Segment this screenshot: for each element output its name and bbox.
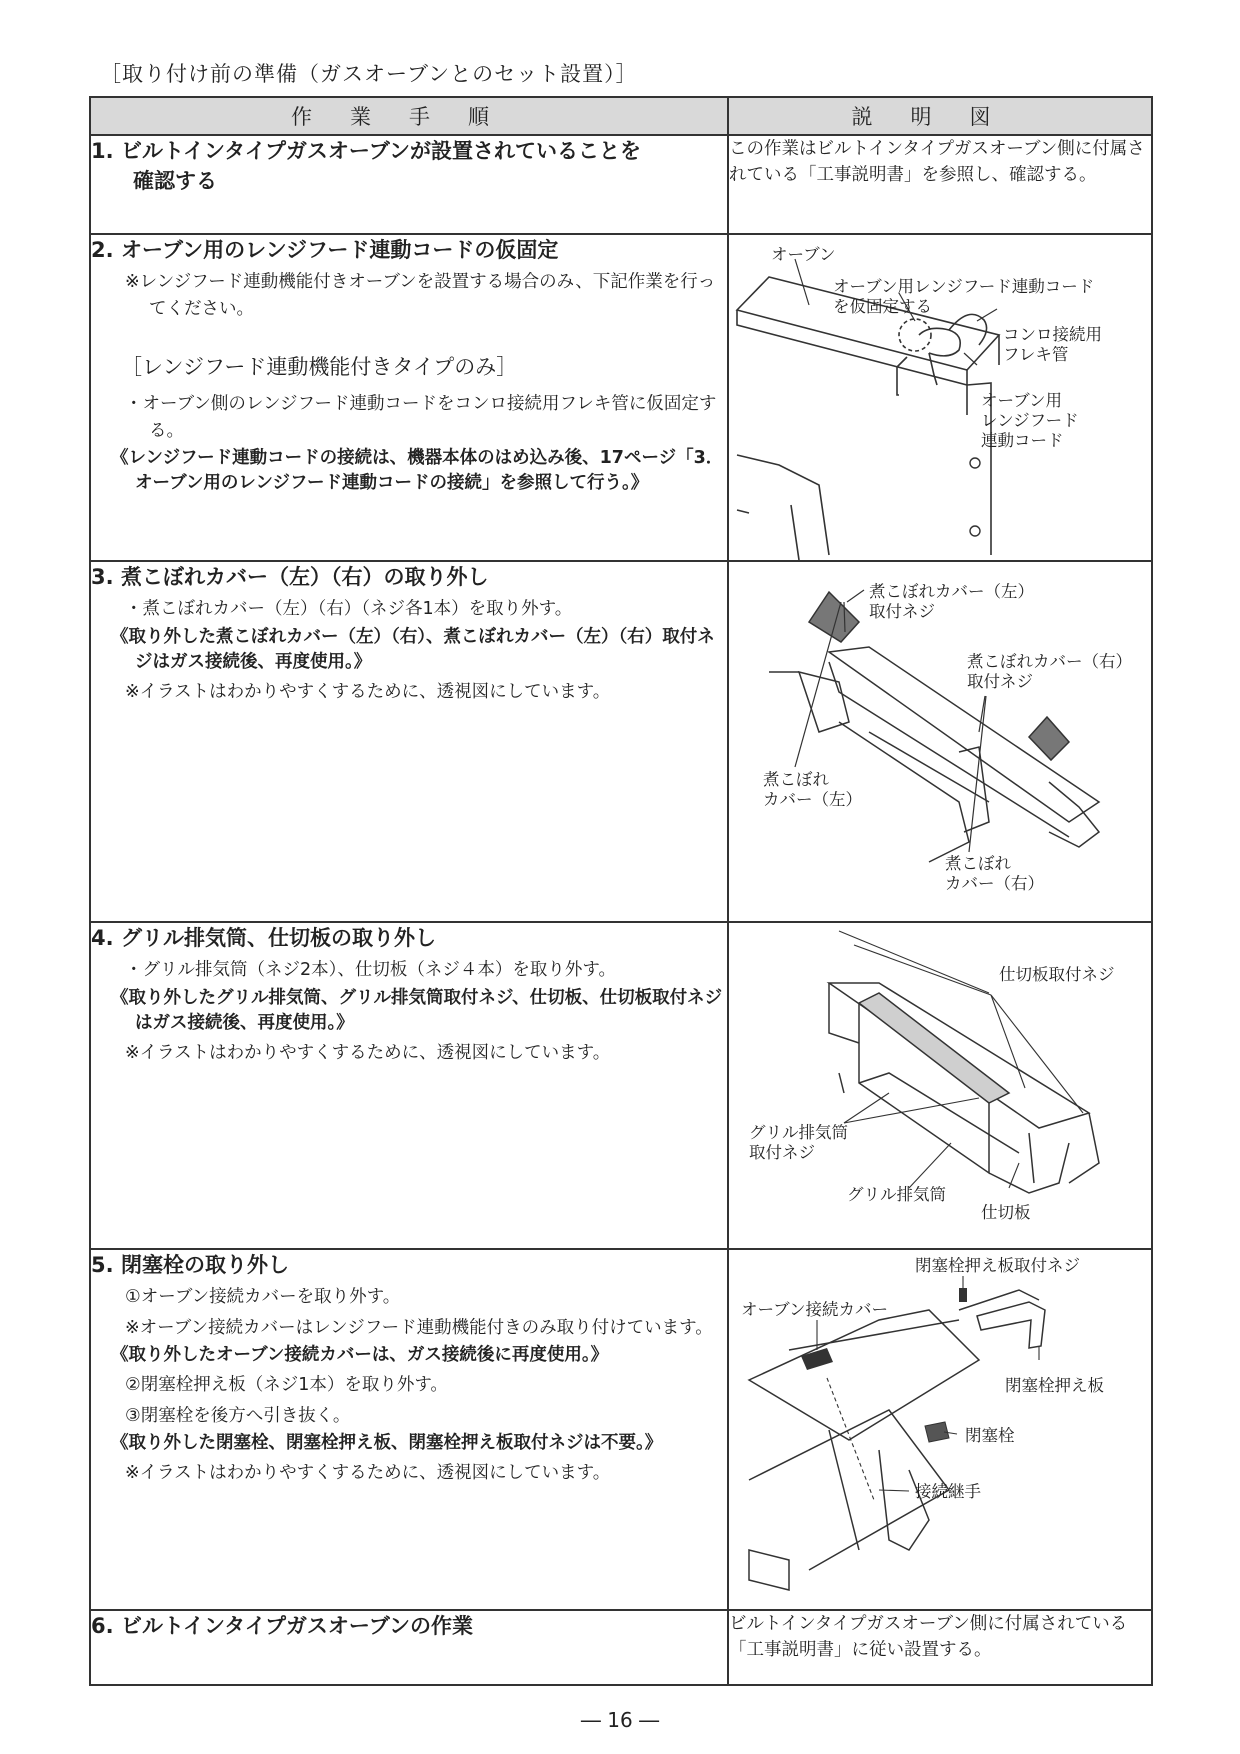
label-partition: 仕切板 [981, 1203, 1031, 1222]
procedure-table [89, 96, 1153, 1686]
oven-cord-figure [729, 235, 1151, 560]
step-row-5 [90, 1249, 1152, 1610]
page-number: ― 16 ― [580, 1708, 660, 1732]
step-1-desc: この作業はビルトインタイプガスオーブン側に付属されている「工事説明書」を参照し、確認する。 [728, 135, 1152, 234]
step-row-2 [90, 234, 1152, 561]
label-partition-screw: 仕切板取付ネジ [999, 965, 1115, 984]
step-2-note: ※レンジフード連動機能付きオーブンを設置する場合のみ、下記作業を行ってください。 [125, 272, 716, 319]
plug-removal-figure [729, 1250, 1151, 1609]
step-6-title: 6. ビルトインタイプガスオーブンの作業 [91, 1614, 473, 1638]
step-row-1 [90, 135, 1152, 234]
step-1-title-cont: 確認する [133, 169, 217, 194]
step-2-bullet: ・オーブン側のレンジフード連動コードをコンロ接続用フレキ管に仮固定する。 [125, 394, 717, 441]
section-title: ［取り付け前の準備（ガスオーブンとのセット設置）］ [100, 62, 638, 86]
grill-partition-figure [729, 923, 1151, 1248]
table-header-row [90, 97, 1152, 135]
header-illustration: 説明図 [728, 97, 1152, 135]
step-3-title: 3. 煮こぼれカバー（左）（右）の取り外し [91, 565, 489, 589]
step-row-4 [90, 922, 1152, 1249]
step-3-bold-note: 《取り外した煮こぼれカバー（左）（右）、煮こぼれカバー（左）（右）取付ネジはガス接続後、再度使用。》 [111, 626, 715, 673]
label-plate-screw: 閉塞栓押え板取付ネジ [915, 1256, 1080, 1275]
step-4-bold-note: 《取り外したグリル排気筒、グリル排気筒取付ネジ、仕切板、仕切板取付ネジはガス接続後、再度使用。》 [111, 987, 723, 1034]
label-plug: 閉塞栓 [965, 1426, 1015, 1445]
step-5-note-1: ※オーブン接続カバーはレンジフード連動機能付きのみ取り付けています。 [125, 1317, 713, 1338]
label-left-cover: 煮こぼれ カバー（左） [763, 770, 862, 809]
step-2-subheading: ［レンジフード連動機能付きタイプのみ］ [121, 354, 518, 379]
label-left-cover-screw: 煮こぼれカバー（左） 取付ネジ [869, 582, 1034, 621]
label-grill-exhaust: グリル排気筒 [847, 1185, 946, 1204]
step-5-note-2: ※イラストはわかりやすくするために、透視図にしています。 [125, 1463, 611, 1484]
label-grill-screw: グリル排気筒 取付ネジ [749, 1123, 848, 1162]
step-4-note: ※イラストはわかりやすくするために、透視図にしています。 [125, 1043, 611, 1064]
label-hood-cord: オーブン用 レンジフード 連動コード [981, 391, 1079, 450]
step-5-bold-1: 《取り外したオーブン接続カバーは、ガス接続後に再度使用。》 [111, 1344, 609, 1365]
header-procedure: 作業手順 [90, 97, 728, 135]
step-5-item-1: ①オーブン接続カバーを取り外す。 [125, 1287, 401, 1308]
step-2-title: 2. オーブン用のレンジフード連動コードの仮固定 [91, 238, 559, 262]
step-6-desc: ビルトインタイプガスオーブン側に付属されている「工事説明書」に従い設置する。 [728, 1610, 1152, 1685]
step-4-title: 4. グリル排気筒、仕切板の取り外し [91, 926, 436, 950]
step-3-bullet: ・煮こぼれカバー（左）（右）（ネジ各1本）を取り外す。 [125, 599, 573, 620]
step-row-6 [90, 1610, 1152, 1685]
step-1-title: 1. ビルトインタイプガスオーブンが設置されていることを [91, 139, 641, 163]
step-5-item-2: ②閉塞栓押え板（ネジ1本）を取り外す。 [125, 1375, 448, 1396]
step-5-bold-2: 《取り外した閉塞栓、閉塞栓押え板、閉塞栓押え板取付ネジは不要。》 [111, 1432, 663, 1453]
label-temp-fix: オーブン用レンジフード連動コード を仮固定する [833, 277, 1095, 316]
label-plug-plate: 閉塞栓押え板 [1005, 1376, 1104, 1395]
label-oven: オーブン [771, 245, 836, 264]
step-2-bold-note: 《レンジフード連動コードの接続は、機器本体のはめ込み後、17ページ「3．オーブン用のレンジフード連動コードの接続」を参照して行う。》 [111, 447, 724, 494]
label-right-cover-screw: 煮こぼれカバー（右） 取付ネジ [967, 652, 1132, 691]
step-5-item-3: ③閉塞栓を後方へ引き抜く。 [125, 1405, 351, 1426]
label-oven-connection-cover: オーブン接続カバー [741, 1300, 889, 1319]
label-right-cover: 煮こぼれ カバー（右） [945, 854, 1044, 893]
step-row-3 [90, 561, 1152, 922]
spill-cover-figure [729, 562, 1151, 921]
label-joint: 接続継手 [915, 1482, 981, 1501]
step-5-title: 5. 閉塞栓の取り外し [91, 1253, 289, 1277]
label-flex-pipe: コンロ接続用 フレキ管 [1003, 325, 1102, 364]
step-3-note: ※イラストはわかりやすくするために、透視図にしています。 [125, 682, 611, 703]
step-4-bullet: ・グリル排気筒（ネジ2本）、仕切板（ネジ４本）を取り外す。 [125, 960, 616, 981]
